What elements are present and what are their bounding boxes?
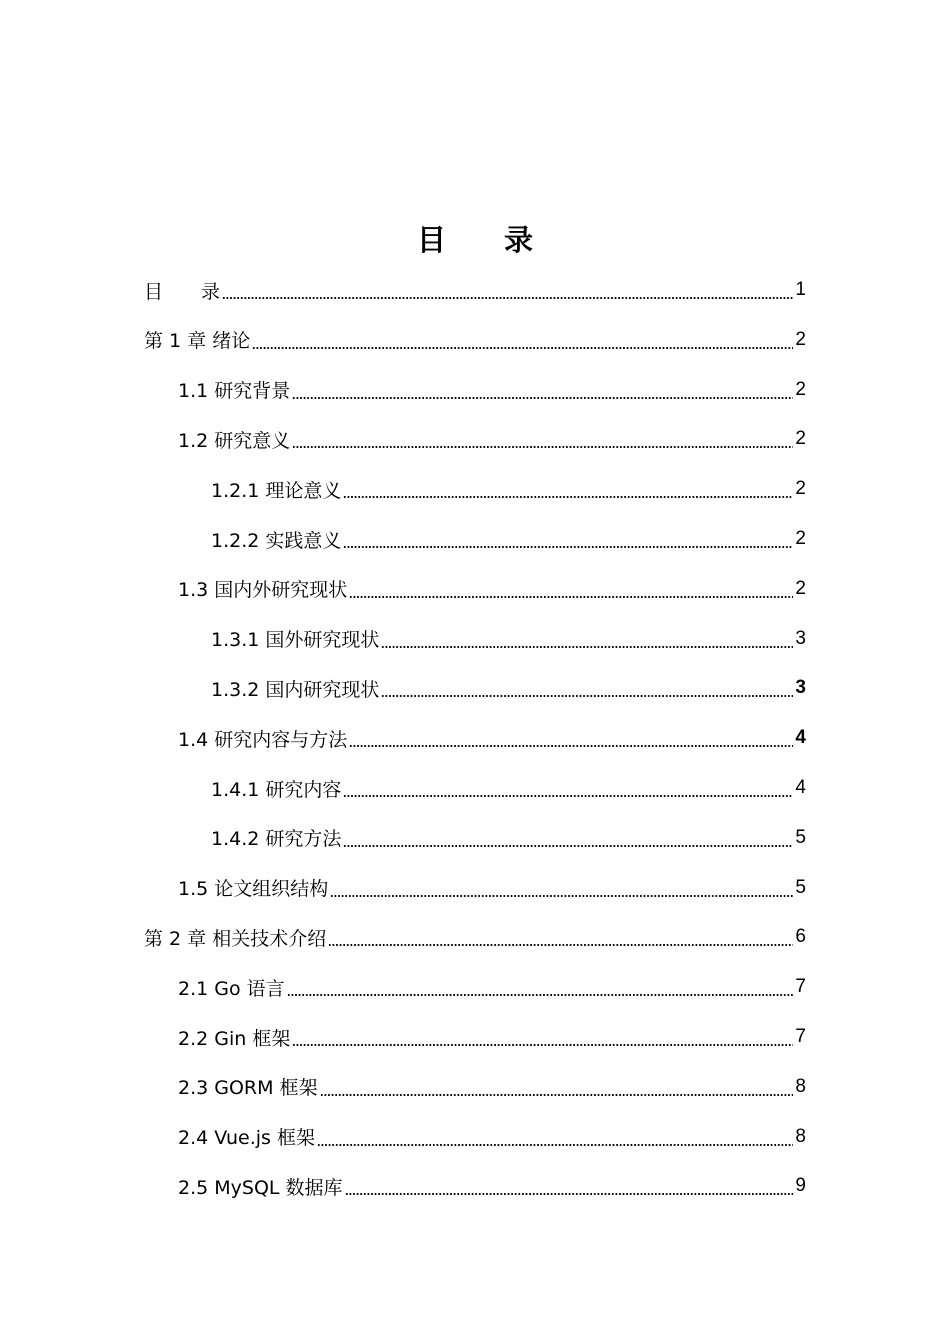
toc-entry-title: 1.4.1 研究内容 xyxy=(211,778,342,801)
toc-entry[interactable] xyxy=(178,414,806,464)
toc-entry-page-number: 1 xyxy=(795,279,806,300)
toc-entry-title: 2.5 MySQL 数据库 xyxy=(178,1176,343,1199)
toc-dot-leader xyxy=(292,1043,793,1047)
toc-entry-title: 1.5 论文组织结构 xyxy=(178,878,329,901)
toc-entry[interactable] xyxy=(211,614,806,664)
toc-dot-leader xyxy=(317,1143,793,1147)
toc-dot-leader xyxy=(381,694,793,698)
toc-entry-page-number: 6 xyxy=(795,926,806,948)
toc-dot-leader xyxy=(349,595,793,599)
toc-dot-leader xyxy=(292,396,793,400)
toc-entry-title: 1.4.2 研究方法 xyxy=(211,828,342,851)
toc-dot-leader xyxy=(345,1192,794,1196)
toc-entry-page-number: 2 xyxy=(795,478,806,500)
toc-entry[interactable] xyxy=(211,464,806,514)
toc-entry-page-number: 3 xyxy=(795,677,806,699)
toc-dot-leader xyxy=(343,794,793,798)
toc-entry-page-number: 4 xyxy=(795,777,806,798)
toc-dot-leader xyxy=(349,744,793,748)
toc-entry[interactable] xyxy=(211,663,806,713)
toc-entry[interactable] xyxy=(178,713,806,763)
toc-entry-title: 1.1 研究背景 xyxy=(178,380,291,403)
toc-entry-page-number: 4 xyxy=(795,727,806,749)
toc-dot-leader xyxy=(328,943,793,947)
toc-entry-page-number: 7 xyxy=(795,976,806,998)
page-title: 目 录 xyxy=(416,223,533,257)
toc-dot-leader xyxy=(343,495,793,499)
toc-entry-title: 1.3.2 国内研究现状 xyxy=(211,678,380,701)
toc-entry-title: 2.2 Gin 框架 xyxy=(178,1027,291,1050)
toc-entry-page-number: 8 xyxy=(795,1075,806,1097)
toc-dot-leader xyxy=(343,844,793,848)
toc-entry-title: 1.4 研究内容与方法 xyxy=(178,728,348,751)
toc-entry[interactable] xyxy=(178,1161,806,1211)
toc-entry-title: 1.2.1 理论意义 xyxy=(211,479,342,502)
toc-entry-page-number: 3 xyxy=(795,627,806,649)
toc-entry[interactable] xyxy=(144,315,806,365)
toc-entry[interactable] xyxy=(178,1012,806,1062)
toc-entry-title: 2.4 Vue.js 框架 xyxy=(178,1127,315,1150)
toc-dot-leader xyxy=(222,296,793,300)
toc-dot-leader xyxy=(252,346,793,350)
toc-entry-page-number: 2 xyxy=(795,577,806,599)
toc-entry-page-number: 2 xyxy=(795,328,806,350)
toc-entry-title: 目 录 xyxy=(144,280,221,303)
toc-entry-title: 2.1 Go 语言 xyxy=(178,977,285,1000)
toc-entry[interactable] xyxy=(211,514,806,564)
toc-dot-leader xyxy=(287,993,794,997)
toc-entry-page-number: 2 xyxy=(795,428,806,450)
toc-entry-title: 1.2.2 实践意义 xyxy=(211,529,342,552)
toc-entry[interactable] xyxy=(211,763,806,813)
toc-dot-leader xyxy=(292,445,793,449)
toc-dot-leader xyxy=(320,1093,794,1097)
toc-entry[interactable] xyxy=(178,564,806,614)
toc-entry-title: 第 1 章 绪论 xyxy=(144,330,251,353)
toc-entry-page-number: 2 xyxy=(795,378,806,400)
toc-dot-leader xyxy=(381,645,793,649)
toc-entry[interactable] xyxy=(144,265,806,315)
toc-dot-leader xyxy=(330,894,793,898)
toc-entry[interactable] xyxy=(178,365,806,415)
toc-entry-title: 1.3.1 国外研究现状 xyxy=(211,629,380,652)
toc-entry-page-number: 7 xyxy=(795,1026,806,1047)
toc-entry-page-number: 8 xyxy=(795,1125,806,1147)
toc-entry[interactable] xyxy=(144,912,806,962)
toc-entry-title: 1.3 国内外研究现状 xyxy=(178,579,348,602)
toc-entry-page-number: 5 xyxy=(795,876,806,898)
toc-entry[interactable] xyxy=(178,1062,806,1112)
toc-entry[interactable] xyxy=(211,813,806,863)
toc-entry-title: 2.3 GORM 框架 xyxy=(178,1077,318,1100)
toc-entry[interactable] xyxy=(178,863,806,913)
toc-entry-page-number: 9 xyxy=(795,1175,806,1197)
toc-entry-page-number: 5 xyxy=(795,826,806,848)
toc-entry[interactable] xyxy=(178,1112,806,1162)
toc-dot-leader xyxy=(343,545,793,549)
toc-entry-title: 第 2 章 相关技术介绍 xyxy=(144,927,327,950)
toc-entry-page-number: 2 xyxy=(795,528,806,549)
toc-entry[interactable] xyxy=(178,962,806,1012)
toc-entry-title: 1.2 研究意义 xyxy=(178,429,291,452)
